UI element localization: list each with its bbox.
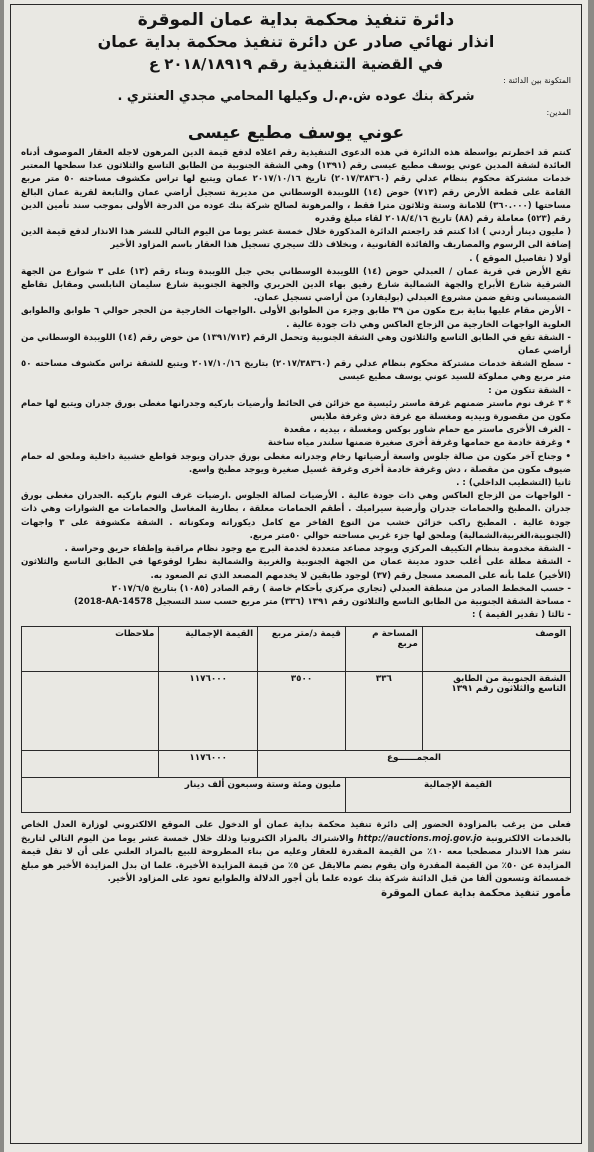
col-header-notes: ملاحظات: [22, 627, 159, 672]
footer-text-a: فعلى من يرغب بالمزاودة الحضور إلى دائرة تنفيذ محكمة بداية عمان أو الدخول على الموقع الالكتروني لوزارة العدل الخاص بالخدمات الالكترونية: [21, 820, 571, 844]
body-paragraph: ( مليون دينار أردني ) اذا كنتم قد راجعتم الدائرة المذكورة خلال خمسة عشر يوما من اليوم التالي للنشر هذا الانذار لدفع قيمة الدين إضافة الى الرسوم والمصاريف والفائدة القانونية ، وبخلاف ذلك سيجري تسجيل هذا العقار باسم المزاود الأخير: [21, 227, 571, 251]
body-paragraph: - الشقة مطلة على أغلب حدود مدينة عمان من الجهة الجنوبية والغربية والشمالية نظرا لوقوعها في الطابق التاسع والثلاثون (الأخير) علما بأنه على المصعد مسجل رقم (٣٧) لوجود طابقين لا يخدمهم المصعد الذي تم الصعود به.: [21, 557, 571, 581]
case-number: في القضية التنفيذية رقم ٢٠١٨/١٨٩١٩ ع: [148, 55, 444, 73]
body-line: • وغرفة خادمة مع حمامها وغرفة أخرى صغيرة ضمنها سلندر مياه ساخنة: [267, 438, 571, 449]
col-header-area: المساحة م مربع: [345, 627, 422, 672]
body-paragraph: - الشقة مخدومة بنظام التكييف المركزي ويوجد مصاعد متعددة لخدمة البرج مع وجود نظام مراقبة وإطفاء حريق وحراسة .: [64, 544, 571, 555]
body-line: - الشقة تتكون من :: [488, 385, 571, 396]
creditor-name: شركة بنك عوده ش.م.ل وكيلها المحامي مجدي العنتري .: [117, 89, 475, 104]
section-heading: - ثالثا ( تقدير القيمة ) :: [471, 610, 571, 621]
cell-description: الشقة الجنوبية من الطابق التاسع والثلاثون رقم ١٣٩١: [422, 672, 570, 751]
col-header-total: القيمة الإجمالية: [159, 627, 258, 672]
table-row: [22, 672, 571, 751]
body-paragraph: تقع الأرض في قرية عمان / العبدلي حوض (١٤) اللويبدة الوسطاني بحي جبل اللويبدة وبناء رقم (١٣) على ٣ شوارع من الجهة الشرقية شارع الأبراج والجهة الشمالية شارع رفيق بهاء الدين الحريري والجهة الجنوبية شارع سليمان النابلسي ومقابل تقاطع الشميساني وتقع ضمن مشروع العبدلي (بوليفارد) من أراضي تسجيل عمان.: [21, 266, 572, 304]
section-heading: أولا ( تفاصيل الموقع ) .: [469, 253, 571, 264]
sum-notes: [22, 751, 159, 778]
valuation-table: [21, 626, 571, 813]
body-paragraph: - سطح الشقة خدمات مشتركة محكوم بنظام عدلي رقم (٢٠١٧/٣٨٣٦٠) بتاريخ ٢٠١٧/١٠/١٦ ويتبع للشقة تراس مكشوف مساحته ٥٠ متر مربع وهي مملوكة للسيد عوني يوسف مطيع عيسى: [21, 359, 571, 383]
body-line: - حسب المخطط الصادر من منطقة العبدلي (تجاري مركزي بأحكام خاصة ) رقم الصادر (١٠٨٥) بتاريخ ٢٠١٧/٦/٥: [111, 583, 571, 594]
notice-title: انذار نهائي صادر عن دائرة تنفيذ محكمة بداية عمان: [97, 32, 495, 51]
section-heading: ثانيا (التشطيب الداخلي) : .: [456, 478, 571, 489]
debtor-name: عوني يوسف مطيع عيسى: [187, 123, 405, 143]
body-paragraph: كنتم قد اخطرتم بواسطة هذه الدائرة في هذه الدعوى التنفيذية رقم اعلاه لدفع قيمة الدين المرهون لاجله العقار الموصوف أدناه العائدة لشقة المدين عوني يوسف مطيع عيسى رقم (١٣٩١) وهي الشقة الجنوبية من الطابق التاسع والثلاثون عدا سطحها المعتبر خدمات مشتركة محكوم بنظام عدلي رقم (٢٠١٧/٣٨٣٦٠) تاريخ ٢٠١٧/١٠/١٦ عمان ويتبع لها تراس مكشوف مساحته ٥٠ متر مربع القامة على قطعة الأرض رقم (٧١٣) حوض (١٤) اللويبدة الوسطاني من مديرية تسجيل أراضي عمان والتابعة لقرية عمان البالغ مساحتها (٣٦٠.٠٠٠) للامانة وستة وثلاثون مترا فقط ، والمرهونة لصالح شركة بنك عوده من الدرجة الأولى بموجب سند تأمين الدين رقم (٥٢٣) معاملة رقم (٨٨) تاريخ ٢٠١٨/٤/١٦ لقاء مبلغ وقدره: [21, 148, 571, 225]
body-line: [21, 596, 571, 609]
total-value-label: القيمة الإجمالية: [345, 778, 570, 813]
department-title: دائرة تنفيذ محكمة بداية عمان الموقرة: [137, 10, 455, 30]
col-header-description: الوصف: [422, 627, 570, 672]
total-value-words: مليون ومئة وستة وسبعون ألف دينار: [22, 778, 346, 813]
footer-text-b: والاشتراك بالمزاد الكترونيا وذلك خلال خمسة عشر يوما من اليوم التالي لتاريخ نشر هذا الانذار مصطحبا معه ١٠٪ من القيمة المقدرة للعقار وعليه من بناء المطروحة للبيع بالمزاد العلني على أن لا تقل قيمة المزايدة عن ٥٠٪ من القيمة المقدرة وان يقوم بضم مالايقل عن ٥٪ من قيمة المزايدة الأخيرة. علما ان بدل المزايدة الأخير هو مبلغ خمسمائة وتسعون ألفا من قبل الدائنة شركة بنك عوده علما بأن أجور الدلالة والطوابع تعود على المزاود الأخير.: [21, 833, 572, 884]
sum-value: ١١٧٦٠٠٠: [159, 751, 258, 778]
cell-unit-price: ٣٥٠٠: [258, 672, 346, 751]
cell-total: ١١٧٦٠٠٠: [159, 672, 258, 751]
body-paragraph: - الشقة تقع في الطابق التاسع والثلاثون وهي الشقة الجنوبية وتحمل الرقم (١٣٩١/٧١٣) من حوض رقم (١٤) اللويبدة الوسطاني من أراضي عمان: [21, 332, 571, 357]
area-line-text: - مساحة الشقة الجنوبية من الطابق التاسع والثلاثون رقم ١٣٩١ (٣٣٦) متر مربع حسب سند التسجيل: [155, 596, 571, 607]
notice-frame: [10, 4, 582, 1144]
cell-notes: [22, 672, 159, 751]
cell-area: ٣٣٦: [345, 672, 422, 751]
body-paragraph: - الواجهات من الزجاج العاكس وهي ذات جودة عالية . الأرضيات لصالة الجلوس .ارضيات غرف النوم باركيه .الجدران مغطى بورق جدران .المطبخ والحمامات جدران وأرضية سيراميك . أطقم الحمامات معلقة ، بطارية المغاسل والحمامات مع الشوارات وهي ذات جودة عالية . المطبخ راكب خزائن خشب من النوع الفاخر مع كامل ديكوراته ومكوناته . الشقة مكشوفة على ٣ واجهات (الجنوبية،الغربية،الشمالية) وملحق لها جزء غربي مساحته حوالي ٥٠متر مربع.: [21, 491, 571, 541]
body-paragraph: - الأرض مقام عليها بناية برج مكون من ٣٩ طابق وجزء من الطوابق الأولى .الواجهات الخارجية من الحجر حوالي ٦ طوابق والطوابق العلوية الواجهات الخارجية من الزجاج العاكس وهي ذات جودة عالية .: [21, 306, 572, 330]
body-line: - الغرف الأخرى ماستر مع حمام شاور بوكس ومغسلة ، بيديه ، مقعدة: [284, 425, 571, 436]
footer-paragraph: [21, 819, 571, 886]
table-words-row: [22, 778, 571, 813]
body-paragraph: • وجناح آخر مكون من صالة جلوس واسعة أرضياتها رخام وجدرانه مغطى بورق جدران ويوجد قواطع خشبية داخلية وملحق له حمام ضيوف مكون من مقصلة ، دش وغرفة خادمة أخرى وغرفة غسيل صغيرة ويوجد مطبخ واسع.: [21, 451, 571, 475]
table-sum-row: [22, 751, 571, 778]
debtor-label: المدين:: [546, 108, 571, 117]
between-label: المتكونة بين الدائنة :: [503, 76, 571, 85]
body-paragraph: * ٣ غرف نوم ماستر ضمنهم غرفة ماستر رئيسية مع خزائن في الحائط وأرضيات باركيه وجدرانها مغطى بورق جدران ويتبع لها حمام مكون من مقصورة وبيديه ومغسلة مع غرفة دش وغرفة ملابس: [21, 398, 571, 423]
registration-code: (2018-AA-14578: [74, 596, 153, 607]
sum-label: المجمــــــوع: [258, 751, 571, 778]
signature-line: مأمور تنفيذ محكمة بداية عمان الموقرة: [381, 888, 571, 900]
col-header-unit-price: قيمة د/متر مربع: [258, 627, 346, 672]
auctions-link[interactable]: http://auctions.moj.gov.jo: [357, 833, 483, 844]
table-header-row: [22, 627, 571, 672]
newspaper-page: [4, 0, 588, 1152]
